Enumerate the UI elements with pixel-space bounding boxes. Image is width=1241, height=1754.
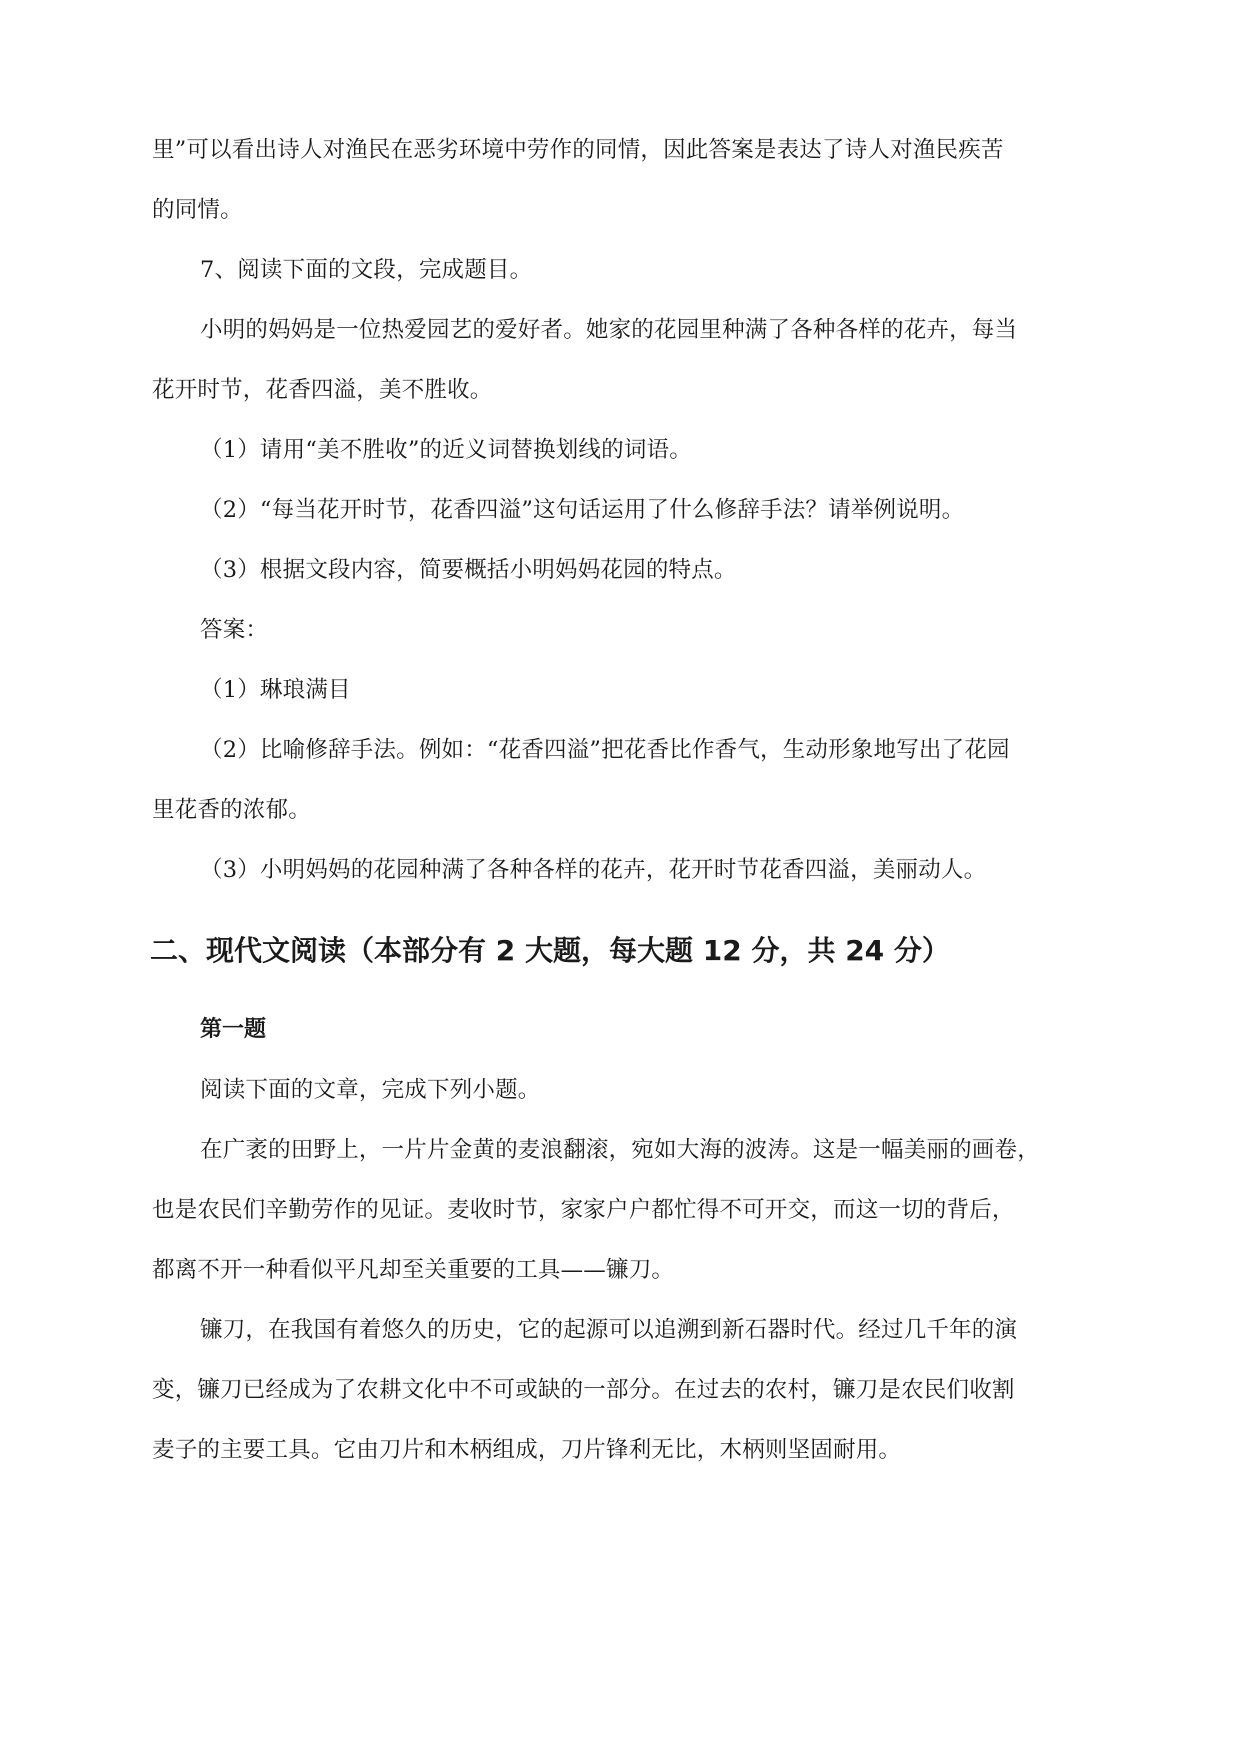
q7-passage-line-1: 小明的妈妈是一位热爱园艺的爱好者。她家的花园里种满了各种各样的花卉，每当: [200, 317, 1018, 343]
part-1-title: 第一题: [200, 1017, 267, 1042]
question-7-title: 7、阅读下面的文段，完成题目。: [200, 257, 533, 283]
q7-question-2: （2）“每当花开时节，花香四溢”这句话运用了什么修辞手法？请举例说明。: [200, 497, 965, 523]
q7-answer-label: 答案：: [200, 617, 269, 643]
q7-answer-2-line-2: 里花香的浓郁。: [152, 797, 311, 823]
continuation-line-1: 里”可以看出诗人对渔民在恶劣环境中劳作的同情，因此答案是表达了诗人对渔民疾苦: [152, 137, 1004, 163]
para-2-line-2: 变，镰刀已经成为了农耕文化中不可或缺的一部分。在过去的农村，镰刀是农民们收割: [152, 1377, 1015, 1403]
q7-passage-line-2: 花开时节，花香四溢，美不胜收。: [152, 377, 493, 403]
q7-question-1: （1）请用“美不胜收”的近义词替换划线的词语。: [200, 437, 692, 463]
para-2-line-3: 麦子的主要工具。它由刀片和木柄组成，刀片锋利无比，木柄则坚固耐用。: [152, 1437, 902, 1463]
q7-answer-1: （1）琳琅满目: [200, 677, 351, 703]
para-1-line-3: 都离不开一种看似平凡却至关重要的工具——镰刀。: [152, 1257, 675, 1283]
q7-answer-3: （3）小明妈妈的花园种满了各种各样的花卉，花开时节花香四溢，美丽动人。: [200, 857, 987, 883]
para-2-line-1: 镰刀，在我国有着悠久的历史，它的起源可以追溯到新石器时代。经过几千年的演: [200, 1317, 1018, 1343]
section-2-heading: 二、现代文阅读（本部分有 2 大题，每大题 12 分，共 24 分）: [150, 934, 950, 967]
part-1-instruction: 阅读下面的文章，完成下列小题。: [200, 1077, 541, 1103]
para-1-line-2: 也是农民们辛勤劳作的见证。麦收时节，家家户户都忙得不可开交，而这一切的背后，: [152, 1197, 1015, 1223]
continuation-line-2: 的同情。: [152, 197, 243, 223]
para-1-line-1: 在广袤的田野上，一片片金黄的麦浪翻滚，宛如大海的波涛。这是一幅美丽的画卷，: [200, 1137, 1040, 1163]
q7-answer-2-line-1: （2）比喻修辞手法。例如：“花香四溢”把花香比作香气，生动形象地写出了花园: [200, 737, 1010, 763]
q7-question-3: （3）根据文段内容，简要概括小明妈妈花园的特点。: [200, 557, 737, 583]
